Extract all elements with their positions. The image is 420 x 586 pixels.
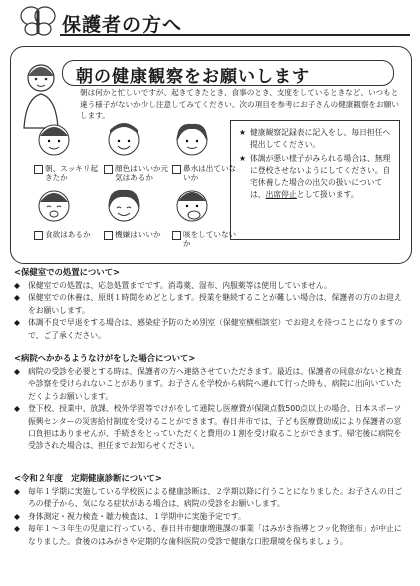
bullet-list: [14, 366, 408, 453]
list-item: [14, 486, 408, 511]
note-item: [239, 127, 391, 151]
star-icon: ★: [239, 128, 246, 137]
checkbox[interactable]: [172, 165, 181, 174]
checkbox[interactable]: [104, 231, 113, 240]
list-item: [14, 523, 408, 548]
diamond-bullet-icon: ◆: [14, 487, 20, 496]
diamond-bullet-icon: ◆: [14, 281, 20, 290]
child-face-icon: [34, 186, 74, 226]
child-face-icon: [172, 186, 212, 226]
note-item: [239, 153, 391, 201]
check-label: 朝、スッキリ起きたか: [45, 164, 99, 182]
list-item-text: 病院の受診を必要とする時は、保護者の方へ連絡させていただきます。最近は、保護者の同意がないと検査や診察を受けられないことがあります。お子さんを学校から病院へ連れて行った時も、病院に出向いていただくようお願いします。: [28, 367, 402, 401]
list-item: [14, 292, 408, 317]
checkbox[interactable]: [172, 231, 181, 240]
child-face-icon: [104, 186, 144, 226]
section-clinic: [14, 266, 408, 342]
check-item: [104, 186, 170, 240]
diamond-bullet-icon: ◆: [14, 524, 20, 534]
diamond-bullet-icon: ◆: [14, 367, 20, 376]
check-item: [104, 120, 170, 182]
banner-title: 朝の健康観察をお願いします: [76, 67, 310, 87]
butterfly-mascot-icon: [18, 4, 58, 38]
bullet-list: [14, 486, 408, 548]
star-icon: ★: [239, 154, 246, 163]
child-face-icon: [34, 120, 74, 160]
list-item: [14, 511, 408, 523]
check-item: [34, 186, 100, 240]
checkbox[interactable]: [104, 165, 113, 174]
list-item: [14, 280, 408, 292]
diamond-bullet-icon: ◆: [14, 318, 20, 328]
diamond-bullet-icon: ◆: [14, 404, 20, 414]
diamond-bullet-icon: ◆: [14, 293, 20, 303]
child-face-icon: [104, 120, 144, 160]
check-label: 食欲はあるか: [45, 230, 91, 239]
child-face-icon: [172, 120, 212, 160]
list-item-text: 毎年１学期に実施している学校医による健康診断は、２学期以降に行うことになりました。お子さんの日ごろの様子から、気になる症状がある場合は、病院の受診をお願いします。: [28, 487, 403, 509]
note-text-part: として扱います。: [296, 190, 359, 199]
note-underlined-term: 出席停止: [265, 190, 297, 199]
list-item-text: 身体測定・視力検査・聴力検査は、１学期中に実施予定です。: [28, 511, 246, 521]
list-item-text: 保健室での休養は、原則１時間をめどとします。授業を継続することが難しい場合は、保護者の方のお迎えをお願いします。: [28, 293, 402, 315]
note-box: [230, 120, 400, 240]
section-injury: [14, 352, 408, 453]
list-item: [14, 366, 408, 403]
section-title: <令和２年度 定期健康診断について>: [14, 473, 162, 483]
diamond-bullet-icon: ◆: [14, 511, 20, 521]
list-item-text: 登下校、授業中、放課、校外学習等でけがをして通院し医療費が保険点数500点以上の場合、日本スポーツ振興センターの災害給付制度を受けることができます。春日井市では、子ども医療費助成により保護者の窓口負担はありませんが、手続きをとっていただくと費用の１割を受け取ることができます。帰宅後に病院を受診された場合は、担任までお知らせください。: [28, 404, 402, 451]
list-item-text: 体調不良で早退をする場合は、感染症予防のため別室（保健室横相談室）でお迎えを待つことになりますので、ご了承ください。: [28, 318, 403, 340]
page-title: 保護者の方へ: [62, 14, 183, 36]
title-underline: [60, 34, 410, 36]
note-text: 健康観察記録表に記入をし、毎日担任へ提出してください。: [250, 128, 391, 149]
check-item: [172, 120, 238, 182]
check-label: 機嫌はいいか: [115, 230, 161, 239]
list-item-text: 毎年１～３年生の児童に行っている、春日井市健康増進課の事業「はみがき指導とフッ化物塗布」が中止になりました。食後のはみがきや定期的な歯科医院の受診で健康な口腔環境を保ちましょう。: [28, 524, 402, 546]
checkbox[interactable]: [34, 165, 43, 174]
section-title: <保健室での処置について>: [14, 267, 120, 277]
list-item: [14, 317, 408, 342]
intro-text: 朝は何かと忙しいですが、起きてきたとき、食事のとき、支度をしているときなど、いつもと違う様子がないか少し注意してみてください。次の項目を参考にお子さんの健康観察をお願いします。: [80, 88, 399, 120]
check-label: 顔色はいいか元気はあるか: [115, 164, 169, 182]
section-title: <病院へかかるようなけがをした場合について>: [14, 353, 196, 363]
check-item: [34, 120, 100, 182]
note-text: [250, 153, 391, 201]
check-item: [172, 186, 238, 248]
check-label: 鼻水は出ていないか: [183, 164, 237, 182]
list-item: [14, 403, 408, 453]
section-checkup: [14, 472, 408, 548]
list-item-text: 保健室での処置は、応急処置までです。消毒薬、湿布、内服薬等は使用していません。: [28, 281, 332, 290]
note-text-part: 体調が悪い様子がみられる場合は、無理に登校させないようにしてください。自宅休養した場合の出欠の扱いについては、: [250, 154, 391, 199]
bullet-list: [14, 280, 408, 342]
check-label: 咳をしていないか: [183, 230, 237, 248]
checkbox[interactable]: [34, 231, 43, 240]
